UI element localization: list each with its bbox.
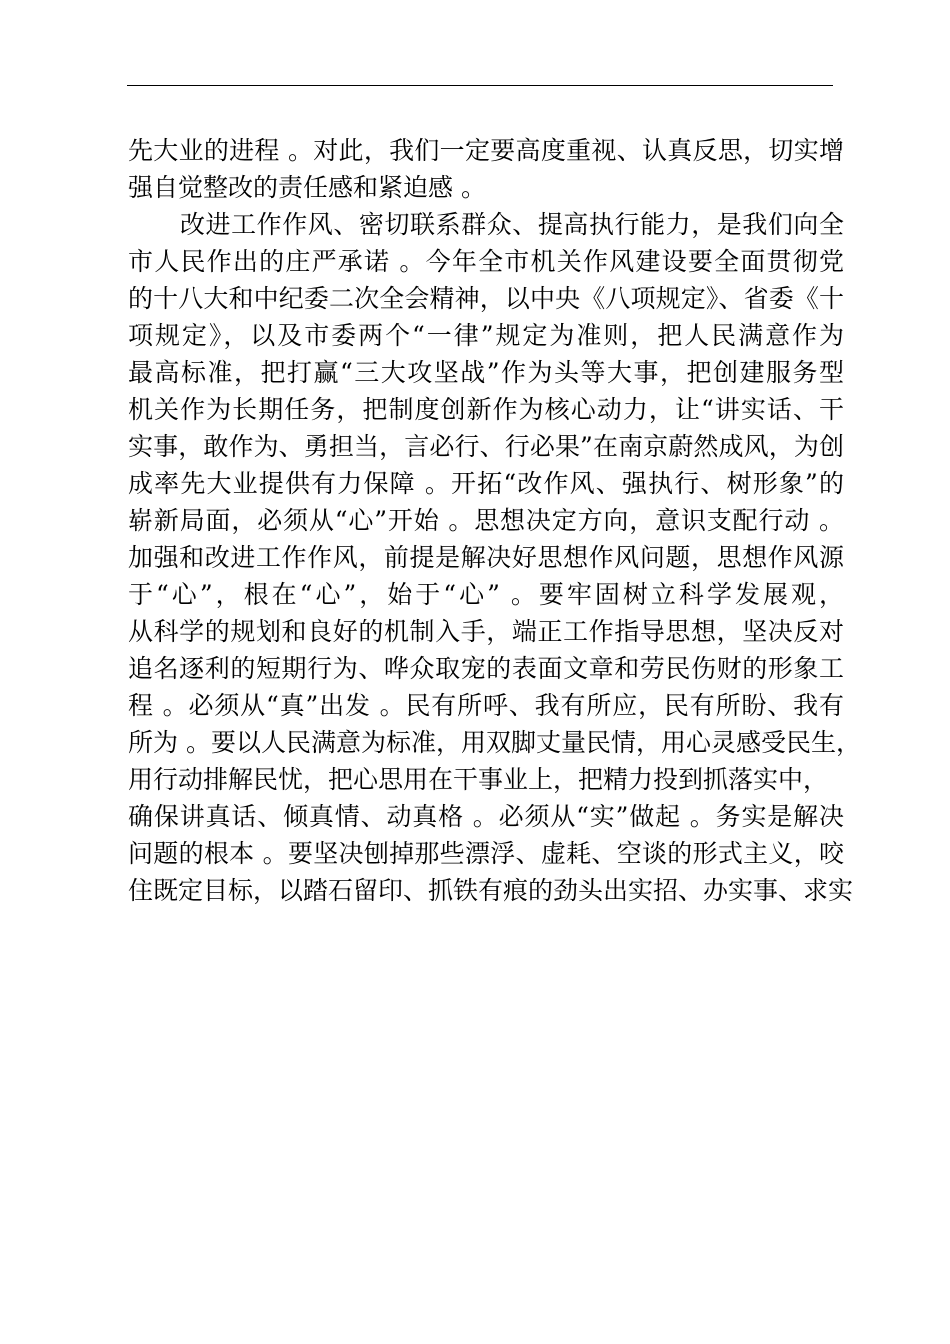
- text-line: 程 。必须从“真”出发 。民有所呼、我有所应，民有所盼、我有: [128, 691, 844, 720]
- text-line: 所为 。要以人民满意为标准，用双脚丈量民情，用心灵感受民生，: [128, 728, 861, 757]
- text-line: 强自觉整改的责任感和紧迫感 。: [128, 173, 486, 202]
- text-line: 用行动排解民忧，把心思用在干事业上，把精力投到抓落实中，: [128, 765, 829, 794]
- text-line: 机关作为长期任务，把制度创新作为核心动力，让“讲实话、干: [128, 395, 844, 424]
- text-line: 改进工作作风、密切联系群众、提高执行能力，是我们向全: [180, 210, 844, 239]
- text-line: 加强和改进工作作风，前提是解决好思想作风问题，思想作风源: [128, 543, 844, 572]
- text-line: 问题的根本 。要坚决刨掉那些漂浮、虚耗、空谈的形式主义，咬: [128, 839, 844, 868]
- text-line: 项规定》，以及市委两个“一律”规定为准则，把人民满意作为: [128, 321, 844, 350]
- text-line: 追名逐利的短期行为、哗众取宠的表面文章和劳民伤财的形象工: [128, 654, 844, 683]
- text-line: 市人民作出的庄严承诺 。今年全市机关作风建设要全面贯彻党: [128, 247, 844, 276]
- text-line: 最高标准，把打赢“三大攻坚战”作为头等大事，把创建服务型: [128, 358, 844, 387]
- text-line: 实事，敢作为、勇担当，言必行、行必果”在南京蔚然成风，为创: [128, 432, 844, 461]
- text-line: 住既定目标，以踏石留印、抓铁有痕的劲头出实招、办实事、求实: [128, 876, 854, 905]
- text-line: 确保讲真话、倾真情、动真格 。必须从“实”做起 。务实是解决: [128, 802, 844, 831]
- text-line: 的十八大和中纪委二次全会精神，以中央《八项规定》、省委《十: [128, 284, 844, 313]
- text-line: 于“心”，根在“心”，始于“心” 。要牢固树立科学发展观，: [128, 580, 844, 609]
- document-body: [128, 132, 861, 909]
- text-line: 从科学的规划和良好的机制入手，端正工作指导思想，坚决反对: [128, 617, 844, 646]
- text-line: 成率先大业提供有力保障 。开拓“改作风、强执行、树形象”的: [128, 469, 844, 498]
- text-line: 崭新局面，必须从“心”开始 。思想决定方向，意识支配行动 。: [128, 506, 844, 535]
- text-line: 先大业的进程 。对此，我们一定要高度重视、认真反思，切实增: [128, 136, 844, 165]
- header-rule: [127, 85, 833, 86]
